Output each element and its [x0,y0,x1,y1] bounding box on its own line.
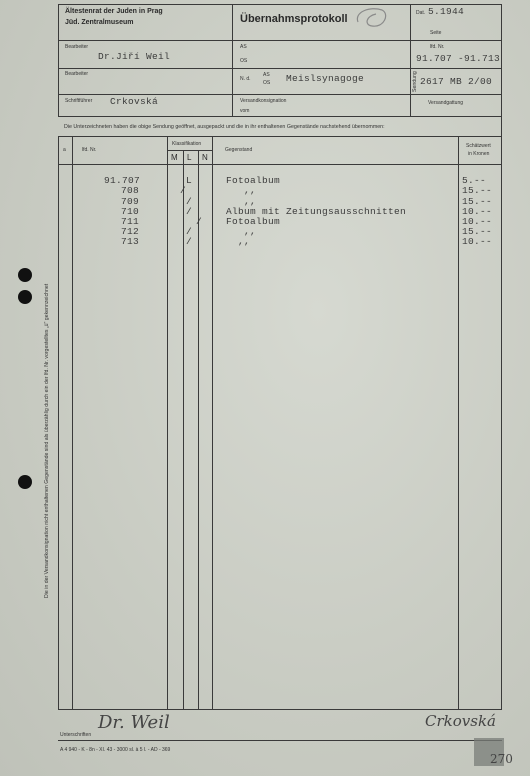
sendung-value: 2617 MB 2/00 [420,76,493,87]
lfd-value: 91.707 -91.713 [416,53,501,64]
rule [232,4,233,116]
punch-hole [18,475,32,489]
row-class: / [186,226,193,237]
rule [183,150,184,709]
org-line2: Jüd. Zentralmuseum [65,19,134,26]
rule [58,40,502,41]
row-class: / [196,216,203,227]
punch-hole [18,290,32,304]
row-value: 15.-- [462,196,493,207]
col-m: M [171,153,178,162]
row-value: 10.-- [462,216,493,227]
row-value: 5.-- [462,175,487,186]
versandkons-label: Versandkonsignation [240,98,287,104]
pencil-mark [352,4,392,32]
rule [58,164,502,165]
row-nr: 711 [121,216,140,227]
punch-hole [18,268,32,282]
signature-right: Crkovská [425,712,496,730]
col-a: a [63,147,66,153]
row-item: ,, [238,236,251,247]
print-code: A 4 940 - K - 8n - XI. 43 - 3000 sl. à 5 l. - AD - 369 [60,747,171,753]
bearbeiter2-label: Bearbeiter [65,71,89,77]
row-nr: 91.707 [104,175,141,186]
versandgattung-label: Versandgattung [428,100,464,106]
rule [198,150,199,709]
seite-label: Seite [430,30,442,36]
row-nr: 713 [121,236,140,247]
bearbeiter-value: Dr.Jiří Weil [98,51,171,62]
rule [58,4,502,5]
nd-value: Meislsynagoge [286,73,365,84]
col-lfd: lfd. Nr. [82,147,97,153]
org-line1: Ältestenrat der Juden in Prag [65,8,163,15]
lfd-label: lfd. Nr. [430,44,445,50]
rule [58,740,502,741]
row-item: ,, [244,196,257,207]
rule [58,116,502,117]
col-schaetz1: Schätzwert [466,143,491,149]
intro-text: Die Unterzeichneten haben die obige Sendung geöffnet, ausgepackt und die in ihr enthaltenen Gegenstände nachstehend übernommen: [64,124,385,130]
row-item: Album mit Zeitungsausschnitten [226,206,407,217]
bearbeiter-label: Bearbeiter [65,44,89,50]
rule [167,136,168,709]
page-number: 270 [490,752,513,766]
row-class: L [186,175,193,186]
rule [72,136,73,709]
signature-left: Dr. Weil [98,712,170,733]
row-nr: 712 [121,226,140,237]
rule [58,136,59,709]
dat-label: Dat. [416,10,426,16]
col-n: N [202,153,208,162]
rule [167,150,212,151]
side-note: Die in der Versandkonsignation nicht enthaltenen Gegenstände sind als überzählig durch ein der lfd. Nr. vorgestelltes „ü" gekennzeichnet [44,283,50,598]
row-class: / [186,196,193,207]
os-label: OS [240,58,248,64]
row-class: / [186,206,193,217]
sendung-label: Sendung [412,71,418,92]
row-value: 15.-- [462,185,493,196]
row-class: / [180,185,187,196]
rule [501,4,502,709]
document-title: Übernahmsprotokoll [240,13,348,25]
row-nr: 710 [121,206,140,217]
as-label: AS [240,44,247,50]
vom-label: vom [240,108,250,114]
row-value: 10.-- [462,206,493,217]
row-item: ,, [244,185,257,196]
rule [58,136,502,137]
schrift-label: Schriftführer [65,98,93,104]
col-klass: Klassifikation [172,141,202,147]
nd-os: OS [263,80,271,86]
rule [58,709,502,710]
rule [410,4,411,116]
row-item: Fotoalbum [226,175,281,186]
rule [58,94,502,95]
rule [58,68,502,69]
col-l: L [187,153,192,162]
col-schaetz2: in Kronen [468,151,490,157]
row-value: 10.-- [462,236,493,247]
row-nr: 709 [121,196,140,207]
rule [458,136,459,709]
dat-value: 5.1944 [428,6,465,17]
rule [212,136,213,709]
rule [58,4,59,116]
schrift-value: Crkovská [110,96,159,107]
nd-label: N. d. [240,76,251,82]
row-class: / [186,236,193,247]
row-value: 15.-- [462,226,493,237]
nd-as: AS [263,72,270,78]
row-nr: 708 [121,185,140,196]
row-item: Fotoalbum [226,216,281,227]
col-gegenstand: Gegenstand [225,147,253,153]
unterschriften-label: Unterschriften [60,732,92,738]
row-item: ,, [244,226,257,237]
